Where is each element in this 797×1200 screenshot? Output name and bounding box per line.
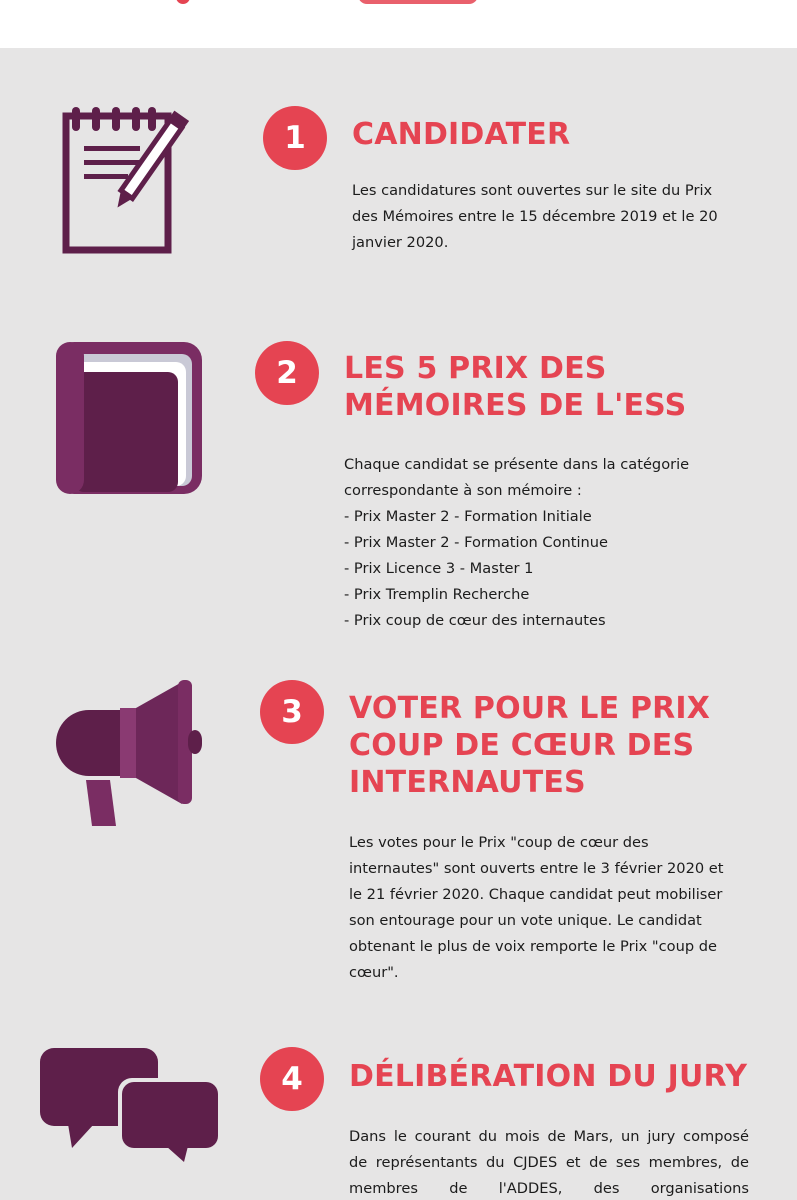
step-description: Les votes pour le Prix "coup de cœur des internautes" sont ouverts entre le 3 février 2020 et le 21 février 2020. Chaque candidat peut mobiliser son entourage pour un vote unique. Le candidat obtenant le plus de voix remporte le Prix "coup de cœur". — [349, 834, 724, 981]
speech-bubbles-icon — [38, 1046, 220, 1169]
step-description: Les candidatures sont ouvertes sur le site du Prix des Mémoires entre le 15 décembre 2019 et le 20 janvier 2020. — [352, 182, 718, 251]
step-number-badge: 3 — [260, 680, 324, 744]
megaphone-icon — [54, 680, 206, 835]
step-description: Dans le courant du mois de Mars, un jury composé de représentants du CJDES et de ses membres, de membres de l'ADDES, des organisations — [349, 1128, 749, 1197]
cropped-title-fragment — [358, 0, 478, 4]
step-title: DÉLIBÉRATION DU JURY — [349, 1059, 748, 1094]
book-icon — [54, 340, 204, 503]
step-description: Chaque candidat se présente dans la catégorie correspondante à son mémoire : - Prix Master 2 - Formation Initiale - Prix Master 2 - Formation Continue - Prix Licence 3 - Master 1 - Prix Tremplin Recherche - Prix coup de cœur des internautes — [344, 456, 690, 629]
previous-section-band — [0, 0, 797, 48]
step-title: LES 5 PRIX DES MÉMOIRES DE L'ESS — [344, 351, 687, 423]
step-title: VOTER POUR LE PRIX COUP DE CŒUR DES INTERNAUTES — [349, 691, 711, 800]
cropped-title-fragment — [176, 0, 190, 4]
step-title: CANDIDATER — [352, 117, 571, 152]
notepad-pencil-icon — [60, 104, 205, 261]
step-number-badge: 1 — [263, 106, 327, 170]
step-number-badge: 2 — [255, 341, 319, 405]
step-number-badge: 4 — [260, 1047, 324, 1111]
